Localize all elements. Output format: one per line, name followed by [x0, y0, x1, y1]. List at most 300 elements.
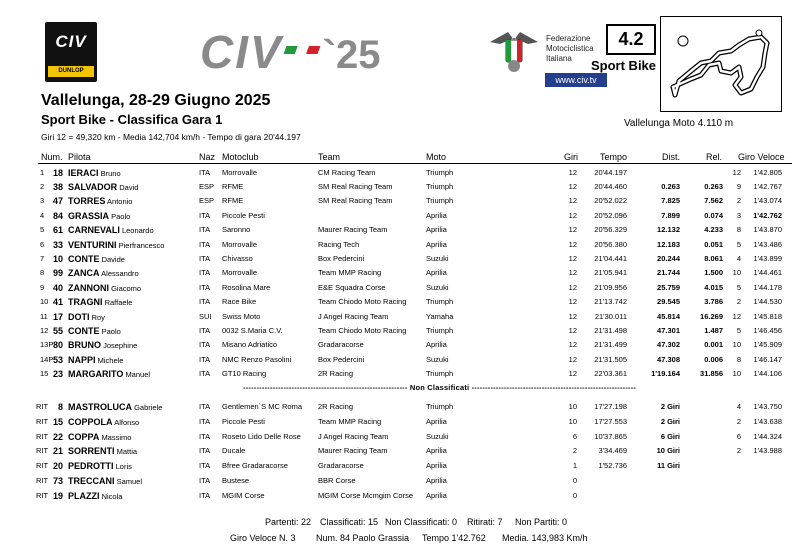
cell-motoclub: MGIM Corse [222, 490, 265, 500]
cell-pilota [68, 369, 150, 379]
cell-pilota [68, 168, 121, 178]
cell-tempo: 21'09.956 [594, 282, 627, 292]
cell-team: Racing Tech [318, 239, 360, 249]
cell-num: 61 [52, 225, 63, 236]
table-row [0, 414, 800, 429]
pilot-surname: MASTROLUCA [68, 402, 132, 412]
summary-non-classificati: Non Classificati: 0 [385, 517, 458, 527]
cell-pilota [68, 340, 137, 350]
cell-pilota [68, 297, 132, 307]
cell-motoclub: 0032 S.Maria C.V. [222, 325, 283, 335]
cell-tempo: 10'37.865 [594, 431, 627, 441]
fmi-line-2: Motociclistica [546, 44, 594, 53]
cell-naz: ITA [199, 253, 211, 263]
pilot-first-name: Josephine [103, 341, 138, 351]
cell-team: Gradaracorse [318, 340, 364, 350]
summary-ritirati: Ritirati: 7 [467, 517, 503, 527]
cell-dist: 7.825 [661, 196, 680, 206]
cell-giri: 12 [568, 369, 577, 379]
cell-num: 8 [57, 402, 63, 412]
cell-dist: 1'19.164 [651, 369, 680, 379]
cell-pos: 14P [40, 354, 54, 364]
cell-tempo: 20'52.096 [594, 210, 627, 220]
cell-pos: RIT [36, 446, 49, 456]
table-row [0, 165, 800, 180]
cell-pilota [68, 240, 164, 250]
table-row [0, 323, 800, 338]
cell-moto: Triumph [426, 325, 454, 335]
pilot-surname: ZANNONI [68, 282, 109, 293]
cell-num: 41 [52, 297, 63, 308]
col-header-naz: Naz [199, 152, 216, 162]
cell-best-lap-time: 1'42.762 [753, 210, 782, 220]
cell-tempo: 17'27.553 [594, 416, 627, 426]
cell-pos: 6 [40, 239, 45, 249]
pilot-first-name: Giacomo [111, 283, 142, 293]
cell-pos: 15 [40, 369, 49, 379]
cell-team: J Angel Racing Team [318, 431, 389, 441]
pilot-first-name: Raffaele [104, 298, 133, 308]
cell-pos: 8 [40, 268, 45, 278]
pilot-first-name: Gabriele [134, 403, 163, 412]
pilot-first-name: David [119, 182, 139, 192]
cell-naz: ITA [199, 369, 211, 379]
cell-num: 40 [52, 282, 63, 293]
cell-motoclub: Saronno [222, 225, 251, 235]
cell-rel: 0.001 [704, 340, 723, 350]
pilot-surname: VENTURINI [68, 239, 117, 250]
category-name: Sport Bike [591, 58, 657, 73]
cell-dist: 47.302 [657, 340, 680, 350]
cell-tempo: 21'05.941 [594, 268, 627, 278]
cell-naz: ITA [199, 325, 211, 335]
cell-rel: 31.856 [700, 369, 723, 379]
cell-team: Box Pedercini [318, 354, 365, 364]
cell-giri: 10 [568, 416, 577, 426]
cell-moto: Aprilia [426, 490, 447, 500]
summary-non-partiti: Non Partiti: 0 [515, 517, 568, 527]
cell-best-lap-time: 1'43.750 [753, 402, 782, 411]
cell-best-lap-number: 2 [736, 416, 741, 426]
cell-rel: 3.786 [704, 297, 723, 307]
cell-giri: 12 [568, 282, 577, 292]
pilot-surname: SALVADOR [68, 181, 118, 192]
cell-motoclub: Swiss Moto [222, 311, 261, 321]
cell-dist: 2 Giri [660, 416, 680, 426]
cell-naz: ITA [199, 402, 211, 411]
cell-pos: 4 [40, 210, 45, 220]
cell-motoclub: Morrovalle [222, 239, 258, 249]
pilot-surname: TRECCANI [68, 476, 115, 486]
pilot-surname: DOTI [68, 311, 90, 322]
pilot-surname: NAPPI [68, 354, 96, 365]
fastest-lap-average: Media. 143,983 Km/h [502, 533, 588, 543]
cell-best-lap-time: 1'43.899 [753, 253, 782, 263]
pilot-surname: GRASSIA [68, 210, 110, 221]
cell-best-lap-time: 1'44.178 [753, 282, 782, 292]
cell-best-lap-number: 8 [736, 225, 741, 235]
cell-pilota [68, 326, 121, 336]
cell-moto: Aprilia [426, 225, 447, 235]
pilot-surname: CONTE [68, 325, 100, 336]
pilot-first-name: Paolo [111, 211, 131, 221]
cell-motoclub: Morrovalle [222, 167, 258, 177]
cell-dist: 2 Giri [660, 402, 680, 411]
cell-moto: Aprilia [426, 416, 447, 426]
cell-pos: RIT [36, 461, 49, 471]
logo-civ-text: CIV [55, 32, 87, 51]
cell-team: Maurer Racing Team [318, 446, 388, 456]
cell-pilota [68, 417, 139, 427]
pilot-surname: CONTE [68, 253, 100, 264]
cell-team: Team Chiodo Moto Racing [318, 297, 407, 307]
table-row [0, 208, 800, 223]
cell-pos: 1 [40, 167, 45, 177]
cell-pos: 3 [40, 196, 45, 206]
cell-dist: 7.899 [661, 210, 680, 220]
cell-giri: 12 [568, 210, 577, 220]
cell-giri: 12 [568, 181, 577, 191]
cell-moto: Triumph [426, 196, 454, 206]
track-length: Vallelunga Moto 4.110 m [624, 118, 734, 129]
race-info: Giri 12 = 49,320 km - Media 142,704 km/h - Tempo di gara 20'44.197 [41, 132, 301, 142]
pilot-first-name: Leonardo [121, 226, 154, 236]
cell-best-lap-time: 1'44.106 [753, 369, 782, 379]
cell-tempo: 21'04.441 [594, 253, 627, 263]
cell-giri: 12 [568, 311, 577, 321]
cell-naz: ITA [199, 282, 211, 292]
cell-best-lap-number: 2 [736, 297, 741, 307]
cell-num: 18 [52, 167, 63, 178]
cell-pos: RIT [36, 402, 49, 411]
cell-team: BBR Corse [318, 476, 356, 485]
col-header-team: Team [318, 152, 341, 162]
cell-giri: 12 [568, 167, 577, 177]
race-title: Sport Bike - Classifica Gara 1 [41, 112, 223, 127]
cell-pos: RIT [36, 431, 49, 441]
pilot-first-name: Davide [101, 254, 125, 264]
cell-tempo: 20'44.460 [594, 181, 627, 191]
summary-partenti: Partenti: 22 [265, 517, 312, 527]
pilot-surname: ZANCA [68, 268, 100, 279]
cell-moto: Aprilia [426, 340, 447, 350]
cell-moto: Aprilia [426, 210, 447, 220]
table-row [0, 429, 800, 444]
pilot-surname: PEDROTTI [68, 461, 114, 472]
cell-motoclub: Bfree Gradaracorse [222, 461, 288, 471]
summary-classificati: Classificati: 15 [320, 517, 379, 527]
pilot-first-name: Pierfrancesco [118, 240, 165, 250]
cell-team: SM Real Racing Team [318, 181, 393, 191]
cell-pos: 2 [40, 181, 45, 191]
cell-num: 23 [52, 369, 63, 380]
cell-dist: 20.244 [657, 253, 680, 263]
col-header-num: Num. [41, 152, 63, 162]
cell-moto: Aprilia [426, 446, 447, 456]
cell-naz: ITA [199, 297, 211, 307]
col-header-rel: Rel. [706, 152, 723, 162]
cell-rel: 0.006 [704, 354, 723, 364]
cell-naz: ITA [199, 340, 211, 350]
cell-rel: 1.500 [704, 268, 723, 278]
cell-dist: 12.132 [657, 225, 680, 235]
cell-pos: 10 [40, 297, 49, 307]
pilot-first-name: Alfonso [114, 417, 140, 427]
cell-motoclub: Piccole Pesti [222, 416, 265, 426]
table-row [0, 251, 800, 266]
cell-motoclub: Morrovalle [222, 268, 258, 278]
cell-tempo: 20'44.197 [594, 167, 627, 177]
table-row [0, 488, 800, 503]
cell-rel: 7.562 [704, 196, 723, 206]
cell-naz: ITA [199, 210, 211, 220]
cell-best-lap-number: 6 [736, 431, 741, 441]
pilot-surname: BRUNO [68, 340, 101, 351]
cell-motoclub: RFME [222, 181, 244, 191]
cell-best-lap-number: 5 [736, 325, 741, 335]
cell-pilota [68, 355, 123, 365]
cell-rel: 0.263 [704, 181, 723, 191]
cell-tempo: 21'31.499 [594, 340, 627, 350]
pilot-first-name: Bruno [100, 168, 121, 178]
table-row [0, 222, 800, 237]
table-row [0, 280, 800, 295]
cell-num: 80 [52, 340, 63, 351]
cell-pos: RIT [36, 490, 49, 500]
cell-tempo: 20'56.329 [594, 225, 627, 235]
table-row [0, 443, 800, 458]
cell-num: 73 [52, 476, 63, 486]
pilot-surname: COPPA [68, 431, 100, 442]
cell-giri: 2 [572, 446, 577, 456]
cell-team: SM Real Racing Team [318, 196, 393, 206]
cell-rel: 0.051 [704, 239, 723, 249]
cell-dist: 45.814 [657, 311, 680, 321]
cell-pos: 9 [40, 282, 45, 292]
event-title: Vallelunga, 28-29 Giugno 2025 [41, 92, 271, 109]
cell-num: 38 [52, 181, 63, 192]
cell-motoclub: Chivasso [222, 253, 253, 263]
cell-naz: ITA [199, 239, 211, 249]
cell-best-lap-time: 1'45.909 [753, 340, 782, 350]
cell-dist: 21.744 [657, 268, 680, 278]
pilot-surname: COPPOLA [68, 416, 113, 427]
col-header-dist: Dist. [662, 152, 680, 162]
fmi-line-1: Federazione [546, 34, 591, 43]
cell-num: 19 [52, 490, 63, 501]
cell-num: 55 [52, 325, 63, 336]
cell-moto: Suzuki [426, 431, 449, 441]
cell-rel: 16.269 [700, 311, 723, 321]
cell-naz: ITA [199, 476, 211, 485]
cell-pos: RIT [36, 416, 49, 426]
cell-num: 10 [52, 253, 63, 264]
cell-pos: 13P [40, 340, 54, 350]
pilot-first-name: Nicola [101, 491, 123, 501]
cell-moto: Triumph [426, 402, 454, 411]
cell-naz: ITA [199, 490, 211, 500]
cell-team: J Angel Racing Team [318, 311, 389, 321]
pilot-first-name: Antonio [107, 197, 133, 207]
logo-dunlop-text: DUNLOP [48, 66, 94, 77]
table-row [0, 337, 800, 352]
cell-pos: RIT [36, 476, 49, 485]
cell-moto: Aprilia [426, 239, 447, 249]
cell-team: Maurer Racing Team [318, 225, 388, 235]
cell-best-lap-time: 1'44.530 [753, 297, 782, 307]
cell-best-lap-time: 1'43.988 [753, 446, 782, 456]
cell-pos: 5 [40, 225, 45, 235]
title-civ: CIV [200, 26, 283, 78]
cell-team: 2R Racing [318, 402, 354, 411]
pilot-surname: SORRENTI [68, 446, 115, 457]
cell-tempo: 20'56.380 [594, 239, 627, 249]
cell-rel: 8.061 [704, 253, 723, 263]
cell-moto: Aprilia [426, 476, 447, 485]
cell-best-lap-time: 1'43.870 [753, 225, 782, 235]
cell-num: 84 [52, 210, 63, 221]
cell-pilota [68, 402, 162, 412]
cell-tempo: 21'31.498 [594, 325, 627, 335]
pilot-first-name: Michele [97, 355, 124, 365]
col-header-pilota: Pilota [68, 152, 91, 162]
cell-best-lap-time: 1'44.324 [753, 431, 782, 441]
cell-best-lap-number: 9 [736, 181, 741, 191]
cell-giri: 12 [568, 225, 577, 235]
cell-dist: 12.183 [657, 239, 680, 249]
cell-best-lap-number: 10 [732, 268, 741, 278]
cell-best-lap-time: 1'44.461 [753, 268, 782, 278]
cell-naz: ESP [199, 196, 215, 206]
pilot-first-name: Samuel [116, 477, 143, 486]
cell-giri: 12 [568, 239, 577, 249]
pilot-surname: TRAGNI [68, 297, 103, 308]
table-row [0, 265, 800, 280]
cell-moto: Aprilia [426, 461, 447, 471]
cell-tempo: 20'52.022 [594, 196, 627, 206]
cell-naz: ITA [199, 431, 211, 441]
cell-moto: Suzuki [426, 253, 449, 263]
cell-pilota [68, 312, 105, 322]
cell-dist: 10 Giri [656, 446, 680, 456]
results-header [0, 0, 800, 162]
pilot-first-name: Manuel [125, 370, 151, 380]
cell-team: E&E Squadra Corse [318, 282, 386, 292]
cell-num: 47 [52, 196, 63, 207]
cell-best-lap-time: 1'46.147 [753, 354, 782, 364]
cell-pos: 7 [40, 253, 45, 263]
cell-motoclub: Ducale [222, 446, 246, 456]
cell-num: 17 [52, 311, 63, 322]
non-classified-separator: ------------------------------------------------------------- Non Classificati ------------------------------------------------------------- [243, 383, 637, 392]
cell-giri: 12 [568, 297, 577, 307]
italian-flag-stripe [283, 46, 320, 54]
cell-moto: Aprilia [426, 268, 447, 278]
pilot-surname: MARGARITO [68, 369, 124, 380]
cell-team: Team Chiodo Moto Racing [318, 325, 407, 335]
cell-best-lap-number: 8 [736, 354, 741, 364]
col-header-giri: Giri [564, 152, 578, 162]
cell-team: Box Pedercini [318, 253, 365, 263]
cell-pilota [68, 268, 139, 278]
cell-pilota [68, 461, 132, 471]
cell-best-lap-number: 3 [736, 210, 741, 220]
col-header-moto: Moto [426, 152, 447, 162]
cell-num: 53 [52, 354, 63, 365]
fastest-lap-time: Tempo 1'42.762 [422, 533, 486, 543]
cell-giri: 0 [572, 476, 577, 485]
cell-dist: 25.759 [657, 282, 680, 292]
cell-tempo: 22'03.361 [594, 369, 627, 379]
pilot-surname: CARNEVALI [68, 225, 120, 236]
cell-motoclub: Race Bike [222, 297, 257, 307]
cell-tempo: 1'52.736 [598, 461, 627, 471]
cell-giri: 0 [572, 490, 577, 500]
cell-team: CM Racing Team [318, 167, 376, 177]
cell-num: 21 [52, 446, 63, 457]
cell-best-lap-number: 2 [736, 196, 741, 206]
cell-naz: ITA [199, 167, 211, 177]
col-header-tempo: Tempo [600, 152, 628, 162]
table-row [0, 366, 800, 381]
cell-tempo: 21'13.742 [594, 297, 627, 307]
cell-team: MGIM Corse Mcmgim Corse [318, 490, 414, 500]
website-link[interactable]: www.civ.tv [545, 73, 607, 87]
cell-best-lap-time: 1'46.456 [753, 325, 782, 335]
cell-num: 22 [52, 431, 63, 442]
category-code: 4.2 [606, 24, 656, 55]
cell-rel: 1.487 [704, 325, 723, 335]
cell-tempo: 17'27.198 [594, 402, 627, 411]
pilot-surname: PLAZZI [68, 490, 100, 501]
pilot-first-name: Roy [91, 312, 105, 322]
cell-pilota [68, 432, 131, 442]
cell-team: Team MMP Racing [318, 268, 382, 278]
cell-giri: 6 [572, 431, 577, 441]
cell-motoclub: Bustese [222, 476, 250, 485]
cell-best-lap-number: 5 [736, 282, 741, 292]
cell-giri: 12 [568, 253, 577, 263]
cell-giri: 12 [568, 196, 577, 206]
cell-giri: 12 [568, 340, 577, 350]
cell-best-lap-time: 1'42.767 [753, 181, 782, 191]
cell-pilota [68, 254, 125, 264]
cell-motoclub: Rosolina Mare [222, 282, 271, 292]
cell-dist: 47.308 [657, 354, 680, 364]
cell-naz: ITA [199, 268, 211, 278]
table-row [0, 352, 800, 367]
col-header-motoclub: Motoclub [222, 152, 259, 162]
cell-team: 2R Racing [318, 369, 354, 379]
cell-giri: 1 [572, 461, 577, 471]
cell-giri: 12 [568, 268, 577, 278]
cell-num: 15 [52, 416, 63, 427]
cell-dist: 0.263 [661, 181, 680, 191]
cell-motoclub: Roseto Lido Delle Rose [222, 431, 301, 441]
pilot-first-name: Paolo [101, 326, 121, 336]
cell-num: 33 [52, 239, 63, 250]
cell-naz: ESP [199, 181, 215, 191]
cell-dist: 6 Giri [660, 431, 680, 441]
cell-rel: 4.015 [704, 282, 723, 292]
fmi-emblem-icon [488, 28, 540, 74]
table-row [0, 294, 800, 309]
pilot-first-name: Mattia [116, 447, 138, 457]
cell-naz: ITA [199, 461, 211, 471]
cell-best-lap-number: 5 [736, 239, 741, 249]
cell-pos: 12 [40, 325, 49, 335]
cell-team: Gradaracorse [318, 461, 364, 471]
